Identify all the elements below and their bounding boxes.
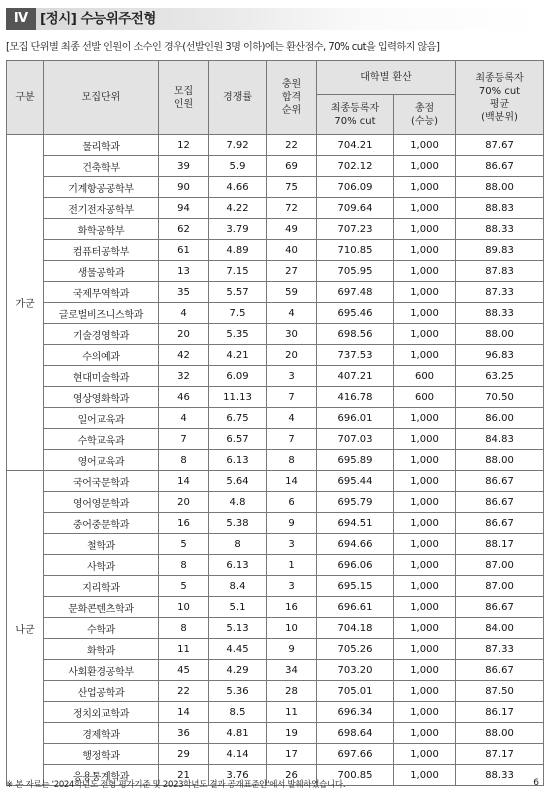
cell-cut-score: 698.56: [317, 324, 394, 345]
cell-ratio: 8: [209, 534, 267, 555]
cell-percentile: 88.00: [456, 450, 544, 471]
cell-ratio: 8.4: [209, 576, 267, 597]
cell-ratio: 4.14: [209, 744, 267, 765]
col-quota: 모집 인원: [159, 61, 209, 135]
cell-dept: 영상영화학과: [44, 387, 159, 408]
cell-rank: 9: [267, 513, 317, 534]
cell-rank: 17: [267, 744, 317, 765]
table-row: [7, 135, 544, 156]
cell-dept: 국제무역학과: [44, 282, 159, 303]
admission-results-table: [6, 60, 544, 786]
cell-rank: 1: [267, 555, 317, 576]
cell-cut-score: 696.34: [317, 702, 394, 723]
cell-percentile: 86.67: [456, 492, 544, 513]
cell-quota: 8: [159, 555, 209, 576]
cell-quota: 94: [159, 198, 209, 219]
cell-cut-score: 416.78: [317, 387, 394, 408]
cell-ratio: 8.5: [209, 702, 267, 723]
cell-quota: 7: [159, 429, 209, 450]
cell-total: 1,000: [394, 450, 456, 471]
cell-total: 1,000: [394, 261, 456, 282]
page-number: 6: [533, 778, 539, 788]
cell-cut-score: 695.44: [317, 471, 394, 492]
source-footnote: ※ 본 자료는 '2024학년도 전형 평가기준 및 2023학년도 결과 공개표준안'에서 발췌하였습니다.: [6, 780, 346, 790]
cell-dept: 수의예과: [44, 345, 159, 366]
col-ratio: 경쟁률: [209, 61, 267, 135]
cell-cut-score: 697.66: [317, 744, 394, 765]
table-row: [7, 681, 544, 702]
cell-cut-score: 710.85: [317, 240, 394, 261]
cell-cut-score: 707.23: [317, 219, 394, 240]
cell-ratio: 5.38: [209, 513, 267, 534]
cell-rank: 27: [267, 261, 317, 282]
cell-total: 1,000: [394, 723, 456, 744]
cell-quota: 90: [159, 177, 209, 198]
cell-total: 600: [394, 366, 456, 387]
cell-dept: 응용통계학과: [44, 765, 159, 786]
cell-total: 1,000: [394, 492, 456, 513]
cell-ratio: 4.21: [209, 345, 267, 366]
cell-total: 1,000: [394, 618, 456, 639]
cell-cut-score: 407.21: [317, 366, 394, 387]
cell-percentile: 87.17: [456, 744, 544, 765]
cell-percentile: 63.25: [456, 366, 544, 387]
table-note: [모집 단위별 최종 선발 인원이 소수인 경우(선발인원 3명 이하)에는 환산점수, 70% cut을 입력하지 않음]: [6, 42, 440, 53]
col-conv-group: 대학별 환산: [317, 61, 456, 95]
cell-dept: 수학과: [44, 618, 159, 639]
cell-quota: 4: [159, 303, 209, 324]
cell-rank: 22: [267, 135, 317, 156]
cell-rank: 40: [267, 240, 317, 261]
cell-cut-score: 705.95: [317, 261, 394, 282]
cell-ratio: 5.13: [209, 618, 267, 639]
cell-cut-score: 696.61: [317, 597, 394, 618]
table-row: [7, 282, 544, 303]
cell-quota: 20: [159, 324, 209, 345]
cell-percentile: 87.00: [456, 555, 544, 576]
cell-cut-score: 695.89: [317, 450, 394, 471]
cell-cut-score: 696.01: [317, 408, 394, 429]
table-row: [7, 555, 544, 576]
cell-ratio: 3.76: [209, 765, 267, 786]
cell-total: 1,000: [394, 534, 456, 555]
cell-dept: 행정학과: [44, 744, 159, 765]
cell-percentile: 88.33: [456, 765, 544, 786]
cell-quota: 62: [159, 219, 209, 240]
table-row: [7, 660, 544, 681]
cell-percentile: 96.83: [456, 345, 544, 366]
cell-quota: 8: [159, 450, 209, 471]
cell-dept: 일어교육과: [44, 408, 159, 429]
cell-dept: 물리학과: [44, 135, 159, 156]
cell-quota: 39: [159, 156, 209, 177]
cell-cut-score: 695.79: [317, 492, 394, 513]
cell-rank: 34: [267, 660, 317, 681]
cell-percentile: 84.00: [456, 618, 544, 639]
cell-quota: 29: [159, 744, 209, 765]
cell-rank: 28: [267, 681, 317, 702]
cell-quota: 14: [159, 471, 209, 492]
cell-quota: 35: [159, 282, 209, 303]
col-total: 총점 (수능): [394, 95, 456, 135]
cell-percentile: 87.33: [456, 639, 544, 660]
cell-ratio: 5.36: [209, 681, 267, 702]
cell-rank: 7: [267, 429, 317, 450]
cell-ratio: 7.5: [209, 303, 267, 324]
cell-total: 1,000: [394, 639, 456, 660]
cell-dept: 경제학과: [44, 723, 159, 744]
cell-quota: 20: [159, 492, 209, 513]
cell-quota: 61: [159, 240, 209, 261]
cell-cut-score: 709.64: [317, 198, 394, 219]
cell-cut-score: 695.46: [317, 303, 394, 324]
cell-rank: 72: [267, 198, 317, 219]
cell-dept: 기계항공공학부: [44, 177, 159, 198]
cell-quota: 8: [159, 618, 209, 639]
cell-dept: 건축학부: [44, 156, 159, 177]
table-row: [7, 240, 544, 261]
cell-percentile: 87.67: [456, 135, 544, 156]
cell-ratio: 6.75: [209, 408, 267, 429]
cell-total: 1,000: [394, 702, 456, 723]
table-row: [7, 324, 544, 345]
cell-cut-score: 695.15: [317, 576, 394, 597]
cell-cut-score: 706.09: [317, 177, 394, 198]
cell-ratio: 4.8: [209, 492, 267, 513]
cell-total: 1,000: [394, 660, 456, 681]
cell-rank: 4: [267, 408, 317, 429]
cell-dept: 생물공학과: [44, 261, 159, 282]
cell-total: 1,000: [394, 555, 456, 576]
cell-ratio: 6.09: [209, 366, 267, 387]
cell-total: 1,000: [394, 177, 456, 198]
cell-rank: 3: [267, 534, 317, 555]
cell-total: 1,000: [394, 345, 456, 366]
cell-rank: 59: [267, 282, 317, 303]
table-row: [7, 408, 544, 429]
cell-ratio: 3.79: [209, 219, 267, 240]
cell-rank: 14: [267, 471, 317, 492]
cell-percentile: 86.17: [456, 702, 544, 723]
cell-cut-score: 698.64: [317, 723, 394, 744]
cell-quota: 32: [159, 366, 209, 387]
cell-ratio: 6.13: [209, 555, 267, 576]
table-row: [7, 618, 544, 639]
cell-ratio: 4.66: [209, 177, 267, 198]
cell-cut-score: 702.12: [317, 156, 394, 177]
cell-dept: 글로벌비즈니스학과: [44, 303, 159, 324]
table-row: [7, 303, 544, 324]
cell-quota: 4: [159, 408, 209, 429]
cell-total: 1,000: [394, 513, 456, 534]
cell-quota: 5: [159, 576, 209, 597]
table-row: [7, 639, 544, 660]
cell-percentile: 88.83: [456, 198, 544, 219]
cell-ratio: 7.15: [209, 261, 267, 282]
cell-total: 1,000: [394, 324, 456, 345]
cell-dept: 영어교육과: [44, 450, 159, 471]
cell-total: 600: [394, 387, 456, 408]
table-row: [7, 366, 544, 387]
cell-cut-score: 694.66: [317, 534, 394, 555]
cell-rank: 7: [267, 387, 317, 408]
cell-ratio: 6.13: [209, 450, 267, 471]
cell-cut-score: 737.53: [317, 345, 394, 366]
cell-rank: 6: [267, 492, 317, 513]
cell-dept: 사학과: [44, 555, 159, 576]
cell-ratio: 7.92: [209, 135, 267, 156]
cell-rank: 20: [267, 345, 317, 366]
cell-ratio: 4.45: [209, 639, 267, 660]
cell-percentile: 70.50: [456, 387, 544, 408]
cell-quota: 46: [159, 387, 209, 408]
col-rank: 충원 합격 순위: [267, 61, 317, 135]
cell-ratio: 6.57: [209, 429, 267, 450]
cell-ratio: 5.9: [209, 156, 267, 177]
cell-quota: 10: [159, 597, 209, 618]
table-row: [7, 450, 544, 471]
cell-total: 1,000: [394, 408, 456, 429]
cell-dept: 국어국문학과: [44, 471, 159, 492]
cell-total: 1,000: [394, 156, 456, 177]
table-row: [7, 576, 544, 597]
cell-dept: 정치외교학과: [44, 702, 159, 723]
cell-percentile: 87.83: [456, 261, 544, 282]
cell-percentile: 86.67: [456, 597, 544, 618]
cell-quota: 14: [159, 702, 209, 723]
cell-quota: 11: [159, 639, 209, 660]
cell-quota: 16: [159, 513, 209, 534]
cell-cut-score: 707.03: [317, 429, 394, 450]
cell-ratio: 4.81: [209, 723, 267, 744]
cell-dept: 철학과: [44, 534, 159, 555]
cell-ratio: 5.57: [209, 282, 267, 303]
cell-total: 1,000: [394, 240, 456, 261]
cell-dept: 현대미술학과: [44, 366, 159, 387]
cell-quota: 13: [159, 261, 209, 282]
cell-total: 1,000: [394, 576, 456, 597]
cell-dept: 지리학과: [44, 576, 159, 597]
cell-ratio: 5.64: [209, 471, 267, 492]
cell-total: 1,000: [394, 765, 456, 786]
cell-dept: 영어영문학과: [44, 492, 159, 513]
cell-percentile: 86.67: [456, 156, 544, 177]
cell-percentile: 86.00: [456, 408, 544, 429]
cell-ratio: 5.1: [209, 597, 267, 618]
cell-rank: 8: [267, 450, 317, 471]
table-row: [7, 534, 544, 555]
cell-percentile: 87.00: [456, 576, 544, 597]
col-pct: 최종등록자 70% cut 평균 (백분위): [456, 61, 544, 135]
cell-cut-score: 700.85: [317, 765, 394, 786]
cell-dept: 기술경영학과: [44, 324, 159, 345]
cell-total: 1,000: [394, 471, 456, 492]
cell-total: 1,000: [394, 681, 456, 702]
cell-percentile: 88.00: [456, 723, 544, 744]
table-row: [7, 702, 544, 723]
cell-dept: 문화콘텐츠학과: [44, 597, 159, 618]
cell-dept: 전기전자공학부: [44, 198, 159, 219]
cell-percentile: 86.67: [456, 513, 544, 534]
cell-cut-score: 705.26: [317, 639, 394, 660]
cell-cut-score: 703.20: [317, 660, 394, 681]
cell-rank: 19: [267, 723, 317, 744]
cell-dept: 컴퓨터공학부: [44, 240, 159, 261]
cell-rank: 16: [267, 597, 317, 618]
cell-quota: 5: [159, 534, 209, 555]
cell-dept: 수학교육과: [44, 429, 159, 450]
table-row: [7, 744, 544, 765]
table-header: [7, 61, 544, 135]
table-row: [7, 429, 544, 450]
table-row: [7, 156, 544, 177]
cell-dept: 화학과: [44, 639, 159, 660]
table-row: [7, 471, 544, 492]
table-row: [7, 513, 544, 534]
table-row: [7, 219, 544, 240]
cell-total: 1,000: [394, 429, 456, 450]
table-row: [7, 198, 544, 219]
cell-quota: 22: [159, 681, 209, 702]
cell-percentile: 87.33: [456, 282, 544, 303]
cell-rank: 75: [267, 177, 317, 198]
cell-percentile: 88.17: [456, 534, 544, 555]
cell-cut-score: 705.01: [317, 681, 394, 702]
cell-ratio: 4.89: [209, 240, 267, 261]
cell-dept: 화학공학부: [44, 219, 159, 240]
cell-rank: 10: [267, 618, 317, 639]
table-row: [7, 597, 544, 618]
cell-cut-score: 697.48: [317, 282, 394, 303]
cell-rank: 26: [267, 765, 317, 786]
cell-rank: 9: [267, 639, 317, 660]
cell-dept: 중어중문학과: [44, 513, 159, 534]
group-label: 나군: [7, 471, 44, 786]
cell-rank: 69: [267, 156, 317, 177]
table-row: [7, 177, 544, 198]
col-dept: 모집단위: [44, 61, 159, 135]
cell-total: 1,000: [394, 219, 456, 240]
cell-percentile: 88.33: [456, 303, 544, 324]
cell-total: 1,000: [394, 198, 456, 219]
cell-percentile: 89.83: [456, 240, 544, 261]
group-label: 가군: [7, 135, 44, 471]
cell-total: 1,000: [394, 597, 456, 618]
cell-ratio: 11.13: [209, 387, 267, 408]
cell-percentile: 88.00: [456, 177, 544, 198]
cell-cut-score: 694.51: [317, 513, 394, 534]
cell-total: 1,000: [394, 744, 456, 765]
cell-quota: 21: [159, 765, 209, 786]
cell-rank: 3: [267, 576, 317, 597]
table-row: [7, 387, 544, 408]
table-body: [7, 135, 544, 786]
cell-quota: 45: [159, 660, 209, 681]
cell-rank: 30: [267, 324, 317, 345]
section-number-badge: Ⅳ: [6, 8, 36, 30]
cell-percentile: 87.50: [456, 681, 544, 702]
table-row: [7, 345, 544, 366]
table-row: [7, 723, 544, 744]
cell-dept: 산업공학과: [44, 681, 159, 702]
table-row: [7, 492, 544, 513]
cell-quota: 12: [159, 135, 209, 156]
col-gubun: 구분: [7, 61, 44, 135]
table-row: [7, 261, 544, 282]
cell-quota: 36: [159, 723, 209, 744]
cell-percentile: 88.33: [456, 219, 544, 240]
cell-rank: 49: [267, 219, 317, 240]
cell-rank: 4: [267, 303, 317, 324]
cell-ratio: 4.22: [209, 198, 267, 219]
section-header: [6, 8, 543, 30]
cell-total: 1,000: [394, 135, 456, 156]
cell-ratio: 4.29: [209, 660, 267, 681]
cell-quota: 42: [159, 345, 209, 366]
cell-percentile: 86.67: [456, 471, 544, 492]
cell-cut-score: 704.21: [317, 135, 394, 156]
cell-percentile: 86.67: [456, 660, 544, 681]
cell-cut-score: 696.06: [317, 555, 394, 576]
cell-total: 1,000: [394, 282, 456, 303]
cell-cut-score: 704.18: [317, 618, 394, 639]
cell-ratio: 5.35: [209, 324, 267, 345]
cell-percentile: 84.83: [456, 429, 544, 450]
section-title: [정시] 수능위주전형: [40, 11, 156, 27]
cell-rank: 3: [267, 366, 317, 387]
cell-total: 1,000: [394, 303, 456, 324]
cell-dept: 사회환경공학부: [44, 660, 159, 681]
cell-percentile: 88.00: [456, 324, 544, 345]
cell-rank: 11: [267, 702, 317, 723]
col-cut: 최종등록자 70% cut: [317, 95, 394, 135]
